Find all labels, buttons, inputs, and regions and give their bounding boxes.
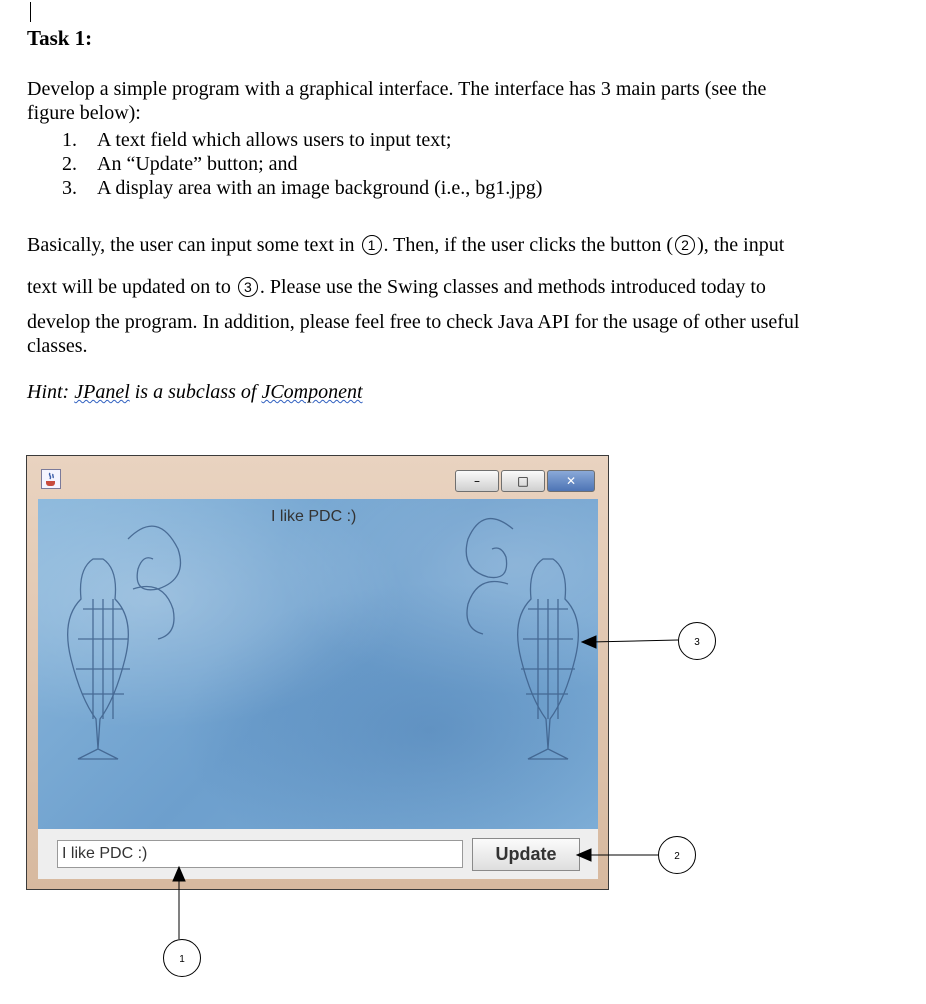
intro-line-1: Develop a simple program with a graphical interface. The interface has 3 main parts (see the xyxy=(27,78,767,100)
list-item-number: 2. xyxy=(62,153,77,175)
list-item-number: 1. xyxy=(62,129,77,151)
callout-three: 3 xyxy=(678,622,716,660)
circled-number: 3 xyxy=(238,277,258,297)
list-item-number: 3. xyxy=(62,177,77,199)
close-icon: ✕ xyxy=(565,474,577,488)
body-line-4: classes. xyxy=(27,335,88,357)
circled-number: 2 xyxy=(675,235,695,255)
intro-line-2: figure below): xyxy=(27,102,141,124)
body-text: . Please use the Swing classes and methods introduced today to xyxy=(259,276,766,298)
update-button[interactable]: Update xyxy=(472,838,580,871)
text-input-field[interactable]: I like PDC :) xyxy=(57,840,463,868)
body-line-3: develop the program. In addition, please feel free to check Java API for the usage of other useful xyxy=(27,311,800,333)
hint-word-jpanel: JPanel xyxy=(74,381,130,403)
list-item-text: A display area with an image background (i.e., bg1.jpg) xyxy=(97,177,543,199)
hint-word-jcomponent: JComponent xyxy=(261,381,363,403)
task-title: Task 1: xyxy=(27,26,93,50)
hint-text: is a subclass of xyxy=(129,381,262,403)
body-text: Basically, the user can input some text in xyxy=(27,234,360,256)
callout-one: 1 xyxy=(163,939,201,977)
maximize-icon: □ xyxy=(517,474,529,488)
body-text: text will be updated on to xyxy=(27,276,236,298)
list-item-text: A text field which allows users to input text; xyxy=(97,129,452,151)
list-item-text: An “Update” button; and xyxy=(97,153,298,175)
hint-prefix: Hint: xyxy=(27,381,75,403)
minimize-icon: – xyxy=(474,474,480,488)
circled-number: 1 xyxy=(362,235,382,255)
callout-two: 2 xyxy=(658,836,696,874)
body-text: ), the input xyxy=(697,234,785,256)
display-label: I like PDC :) xyxy=(271,508,357,525)
body-text: . Then, if the user clicks the button ( xyxy=(383,234,674,256)
